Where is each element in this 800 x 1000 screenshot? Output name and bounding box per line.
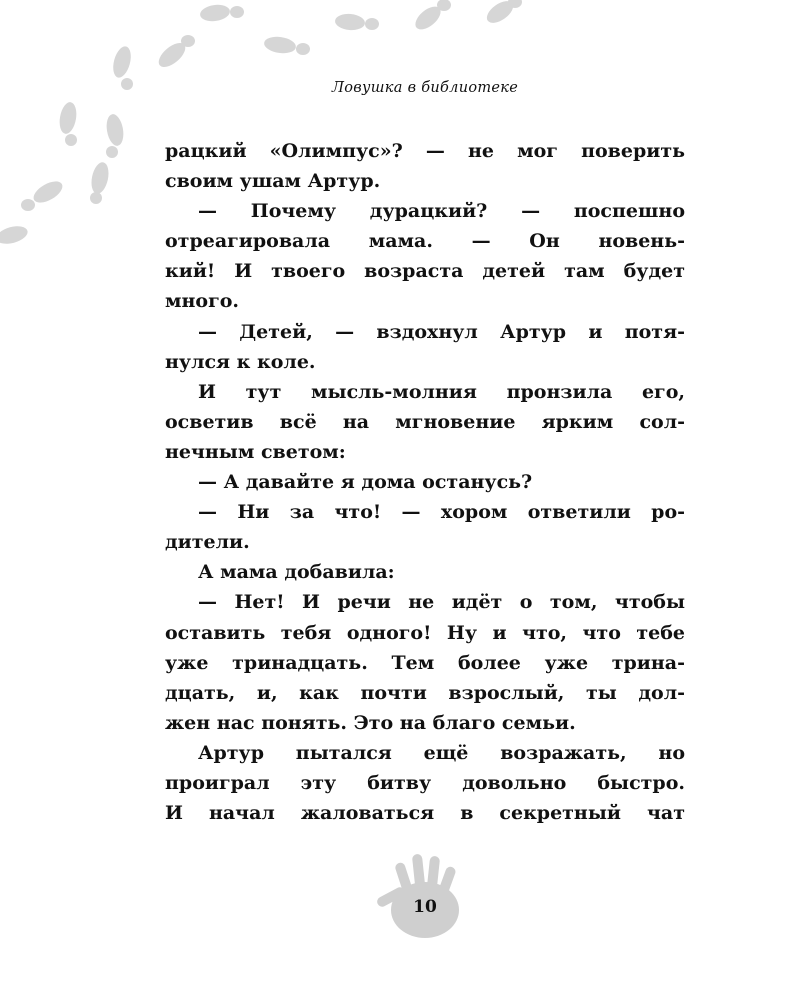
footprint-icon [110,44,134,90]
text-line: И тут мысль-молния пронзила его, [198,380,685,403]
footprint-icon [199,3,244,23]
text-line: осветив всё на мгновение ярким сол- [165,410,685,433]
text-line: много. [165,290,240,313]
page-footer [370,852,480,942]
text-line: — Почему дурацкий? — поспешно [198,200,685,223]
text-line: рацкий «Олимпус»? — не мог поверить [165,140,685,162]
footprint-icon [104,113,125,158]
text-line: И начал жаловаться в секретный чат [165,802,685,825]
footprint-icon [411,0,451,34]
footprint-icon [334,13,379,32]
text-line: жен нас понять. Это на благо семьи. [165,711,576,734]
footprint-icon [57,101,78,146]
text-line: — Детей, — вздохнул Артур и потя- [198,320,685,343]
footprint-icon [0,223,30,247]
text-line: своим ушам Артур. [165,170,381,193]
footprint-icon [21,177,66,211]
footprint-icon [155,35,195,71]
text-line: оставить тебя одного! Ну и что, что тебе [165,621,685,644]
body-text [165,136,685,828]
text-line: уже тринадцать. Тем более уже трина- [165,651,685,674]
text-line: проиграл эту битву довольно быстро. [165,771,685,794]
text-line: нулся к коле. [165,350,316,373]
running-head: Ловушка в библиотеке [331,80,519,96]
text-line: Артур пытался ещё возражать, но [198,741,685,764]
text-line: — Нет! И речи не идёт о том, чтобы [198,591,685,614]
text-line: — А давайте я дома останусь? [198,471,533,494]
text-line: дители. [165,531,250,554]
page-number: 10 [413,897,437,917]
footprint-icon [263,35,310,55]
footprint-icon [483,0,522,27]
text-line: кий! И твоего возраста детей там будет [165,260,685,283]
footprint-icon [89,161,111,204]
text-line: отреагировала мама. — Он новень- [165,230,685,253]
text-line: — Ни за что! — хором ответили ро- [198,501,685,524]
text-line: нечным светом: [165,440,346,463]
text-line: А мама добавила: [198,561,395,584]
text-line: дцать, и, как почти взрослый, ты дол- [165,681,685,704]
